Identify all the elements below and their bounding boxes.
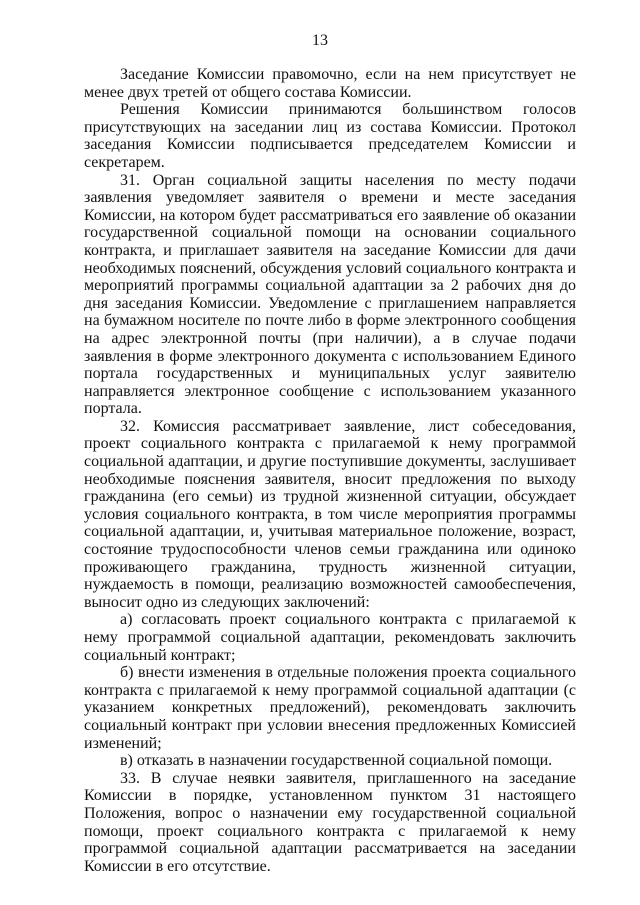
paragraph-32-b: б) внести изменения в отдельные положения проекта социального контракта с прилагаемой к нему программой социальной адаптации (с указанием конкретных предложений), рекомендовать заключить социальный контракт при условии внесения предложенных Комиссией изменений; bbox=[84, 664, 576, 752]
page-number: 13 bbox=[312, 32, 328, 49]
paragraph-32-a: а) согласовать проект социального контракта с прилагаемой к нему программой социальной адаптации, рекомендовать заключить социальный контракт; bbox=[84, 611, 576, 664]
paragraph-quorum: Заседание Комиссии правомочно, если на нем присутствует не менее двух третей от общего состава Комиссии. bbox=[84, 66, 576, 101]
paragraph-decisions: Решения Комиссии принимаются большинством голосов присутствующих на заседании лиц из состава Комиссии. Протокол заседания Комиссии подписывается председателем Комиссии и секретарем. bbox=[84, 101, 576, 171]
paragraph-32-v: в) отказать в назначении государственной социальной помощи. bbox=[120, 752, 553, 770]
paragraph-31: 31. Орган социальной защиты населения по месту подачи заявления уведомляет заявителя о времени и месте заседания Комиссии, на котором будет рассматриваться его заявление об оказании государственной социальной помощи на основании социального контракта, и приглашает заявителя на заседание Комиссии для дачи необходимых пояснений, обсуждения условий социального контракта и мероприятий программы социальной адаптации за 2 рабочих дня до дня заседания Комиссии. Уведомление с приглашением направляется на бумажном носителе по почте либо в форме электронного сообщения на адрес электронной почты (при наличии), а в случае подачи заявления в форме электронного документа с использованием Единого портала государственных и муниципальных услуг заявителю направляется электронное сообщение с использованием указанного портала. bbox=[84, 171, 576, 418]
document-body bbox=[84, 66, 576, 875]
paragraph-33: 33. В случае неявки заявителя, приглашенного на заседание Комиссии в порядке, установленном пунктом 31 настоящего Положения, вопрос о назначении ему государственной социальной помощи, проект социального контракта с прилагаемой к нему программой социальной адаптации рассматривается на заседании Комиссии в его отсутствие. bbox=[84, 769, 576, 875]
paragraph-32: 32. Комиссия рассматривает заявление, лист собеседования, проект социального контракта с прилагаемой к нему программой социальной адаптации, и другие поступившие документы, заслушивает необходимые пояснения заявителя, вносит предложения по выходу гражданина (его семьи) из трудной жизненной ситуации, обсуждает условия социального контракта, в том числе мероприятия программы социальной адаптации, и, учитывая материальное положение, возраст, состояние трудоспособности членов семьи гражданина или одиноко проживающего гражданина, трудность жизненной ситуации, нуждаемость в помощи, реализацию возможностей самообеспечения, выносит одно из следующих заключений: bbox=[84, 417, 576, 611]
